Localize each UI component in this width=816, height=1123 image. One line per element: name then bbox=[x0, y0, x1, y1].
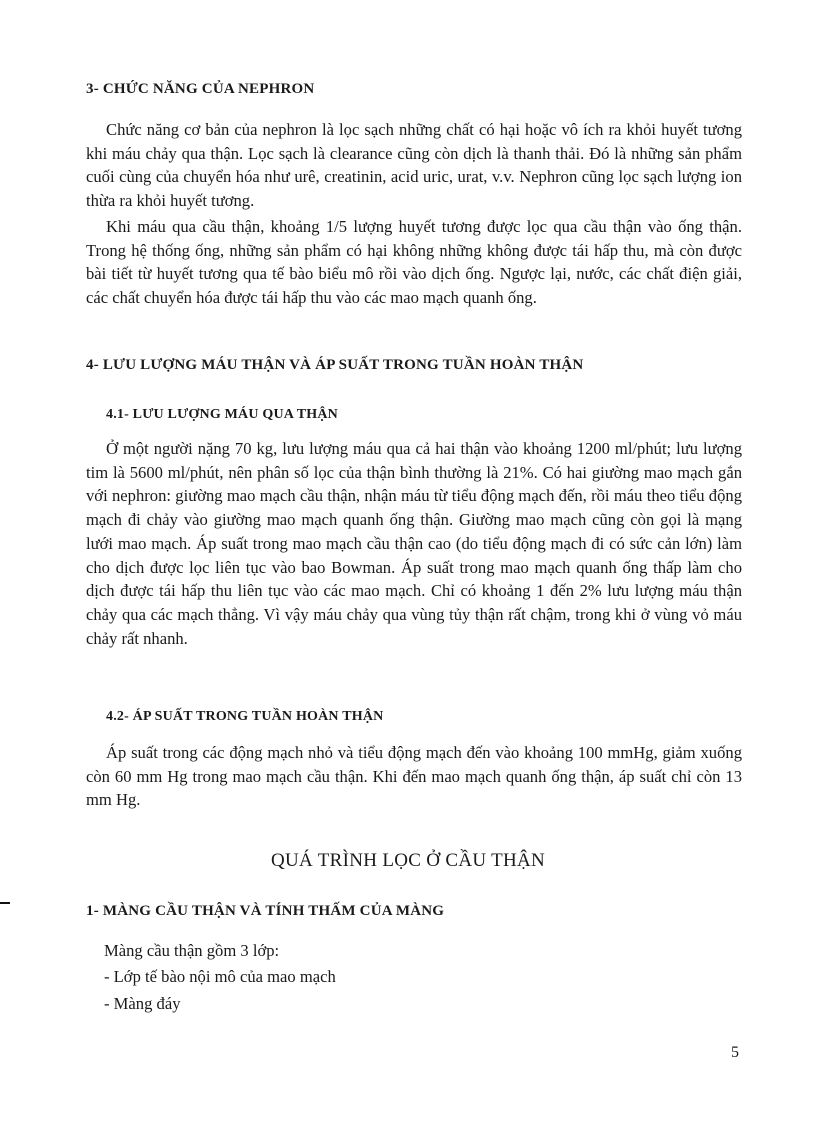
section-4-heading: 4- LƯU LƯỢNG MÁU THẬN VÀ ÁP SUẤT TRONG TUẦN HOÀN THẬN bbox=[86, 357, 584, 373]
section-4-2-heading: 4.2- ÁP SUẤT TRONG TUẦN HOÀN THẬN bbox=[106, 709, 384, 724]
section-3-paragraph-1: Chức năng cơ bản của nephron là lọc sạch những chất có hại hoặc vô ích ra khỏi huyết tương khi máu chảy qua thận. Lọc sạch là clearance cũng còn dịch là thanh thải. Đó là những sản phẩm cuối cùng của chuyển hóa như urê, creatinin, acid uric, urat, v.v. Nephron cũng lọc sạch lượng ion thừa ra khỏi huyết tương. bbox=[86, 120, 742, 211]
chapter-title: QUÁ TRÌNH LỌC Ở CẦU THẬN bbox=[270, 850, 546, 871]
list-item: - Lớp tế bào nội mô của mao mạch bbox=[104, 967, 336, 986]
section-1-heading: 1- MÀNG CẦU THẬN VÀ TÍNH THẤM CỦA MÀNG bbox=[86, 903, 445, 919]
section-4-2-paragraph: Áp suất trong các động mạch nhỏ và tiểu động mạch đến vào khoảng 100 mmHg, giảm xuống còn 60 mm Hg trong mao mạch cầu thận. Khi đến mao mạch quanh ống thận, áp suất chỉ còn 13 mm Hg. bbox=[86, 743, 742, 810]
page-number: 5 bbox=[731, 1044, 739, 1061]
list-item: - Màng đáy bbox=[104, 994, 181, 1013]
section-3-heading: 3- CHỨC NĂNG CỦA NEPHRON bbox=[86, 81, 315, 97]
section-4-1-heading: 4.1- LƯU LƯỢNG MÁU QUA THẬN bbox=[106, 407, 338, 422]
section-3-paragraph-2: Khi máu qua cầu thận, khoảng 1/5 lượng huyết tương được lọc qua cầu thận vào ống thận. Trong hệ thống ống, những sản phẩm có hại không những không được tái hấp thu, mà còn được bài tiết từ huyết tương qua tế bào biểu mô rồi vào dịch ống. Ngược lại, nước, các chất điện giải, các chất chuyển hóa được tái hấp thu vào các mao mạch quanh ống. bbox=[86, 217, 742, 308]
margin-mark bbox=[0, 902, 10, 904]
section-4-1-paragraph: Ở một người nặng 70 kg, lưu lượng máu qua cả hai thận vào khoảng 1200 ml/phút; lưu lượng tim là 5600 ml/phút, nên phân số lọc của thận bình thường là 21%. Có hai giường mao mạch gắn với nephron: giường mao mạch cầu thận, nhận máu từ tiểu động mạch đến, rồi máu theo tiểu động mạch đi chảy vào giường mao mạch quanh ống thận. Giường mao mạch cũng còn gọi là mạng lưới mao mạch. Áp suất trong mao mạch cầu thận cao (do tiểu động mạch đi có sức cản lớn) làm cho dịch được lọc liên tục vào bao Bowman. Áp suất trong mao mạch quanh ống thấp làm cho dịch được tái hấp thu liên tục vào các mao mạch. Chỉ có khoảng 1 đến 2% lưu lượng máu thận chảy qua các mạch thẳng. Vì vậy máu chảy qua vùng tủy thận rất chậm, trong khi ở vùng vỏ máu chảy rất nhanh. bbox=[86, 439, 742, 648]
membrane-intro: Màng cầu thận gồm 3 lớp: bbox=[104, 941, 280, 960]
